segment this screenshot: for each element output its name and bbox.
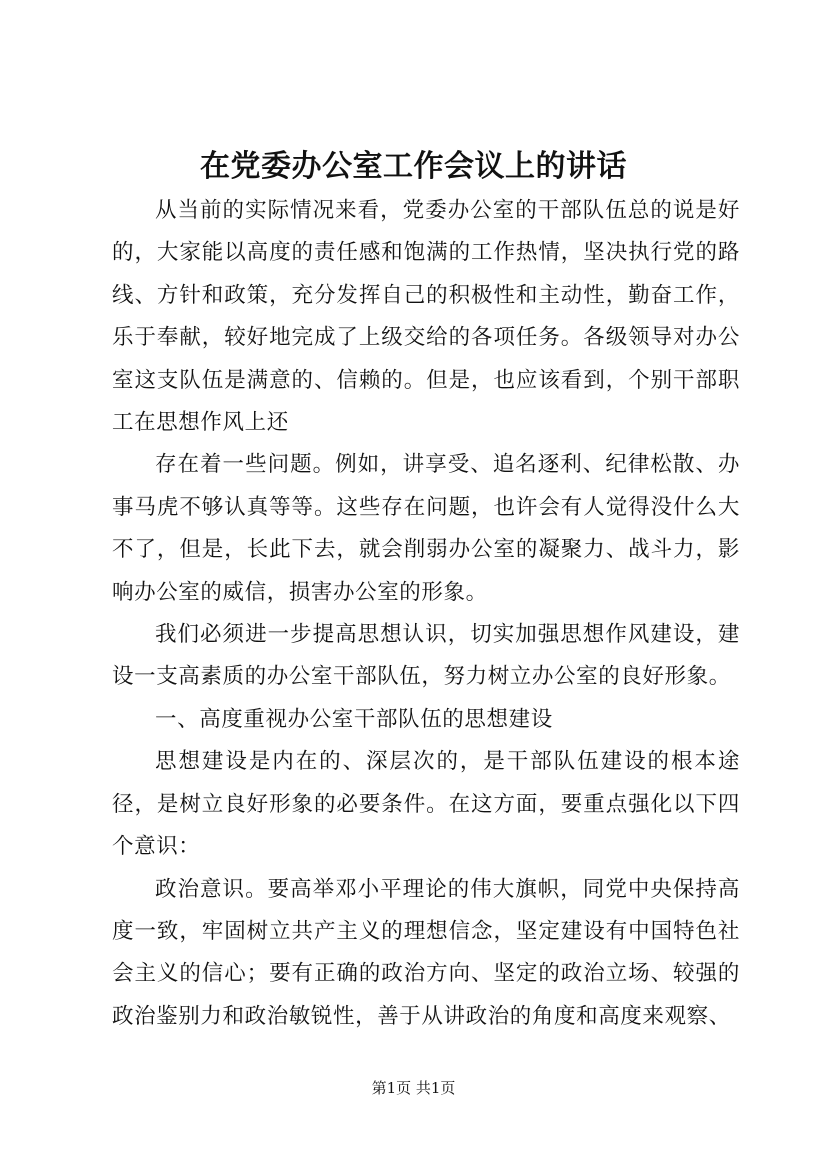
page-number-footer: 第1页 共1页 [371,1079,456,1097]
paragraph: 政治意识。要高举邓小平理论的伟大旗帜，同党中央保持高度一致，牢固树立共产主义的理想信念，坚定建设有中国特色社会主义的信心；要有正确的政治方向、坚定的政治立场、较强的政治鉴别力和政治敏锐性，善于从讲政治的角度和高度来观察、 [112,876,740,1029]
section-heading: 一、高度重视办公室干部队伍的思想建设 [155,706,553,732]
document-body [112,190,740,1038]
paragraph: 我们必须进一步提高思想认识，切实加强思想作风建设，建设一支高素质的办公室干部队伍，努力树立办公室的良好形象。 [112,622,740,690]
paragraph: 思想建设是内在的、深层次的，是干部队伍建设的根本途径，是树立良好形象的必要条件。在这方面，要重点强化以下四个意识： [112,749,740,860]
paragraph: 从当前的实际情况来看，党委办公室的干部队伍总的说是好的，大家能以高度的责任感和饱满的工作热情，坚决执行党的路线、方针和政策，充分发挥自己的积极性和主动性，勤奋工作，乐于奉献，较好地完成了上级交给的各项任务。各级领导对办公室这支队伍是满意的、信赖的。但是，也应该看到，个别干部职工在思想作风上还 [112,198,740,436]
paragraph: 存在着一些问题。例如，讲享受、追名逐利、纪律松散、办事马虎不够认真等等。这些存在问题，也许会有人觉得没什么大不了，但是，长此下去，就会削弱办公室的凝聚力、战斗力，影响办公室的威信，损害办公室的形象。 [112,452,740,605]
document-title: 在党委办公室工作会议上的讲话 [200,149,627,184]
